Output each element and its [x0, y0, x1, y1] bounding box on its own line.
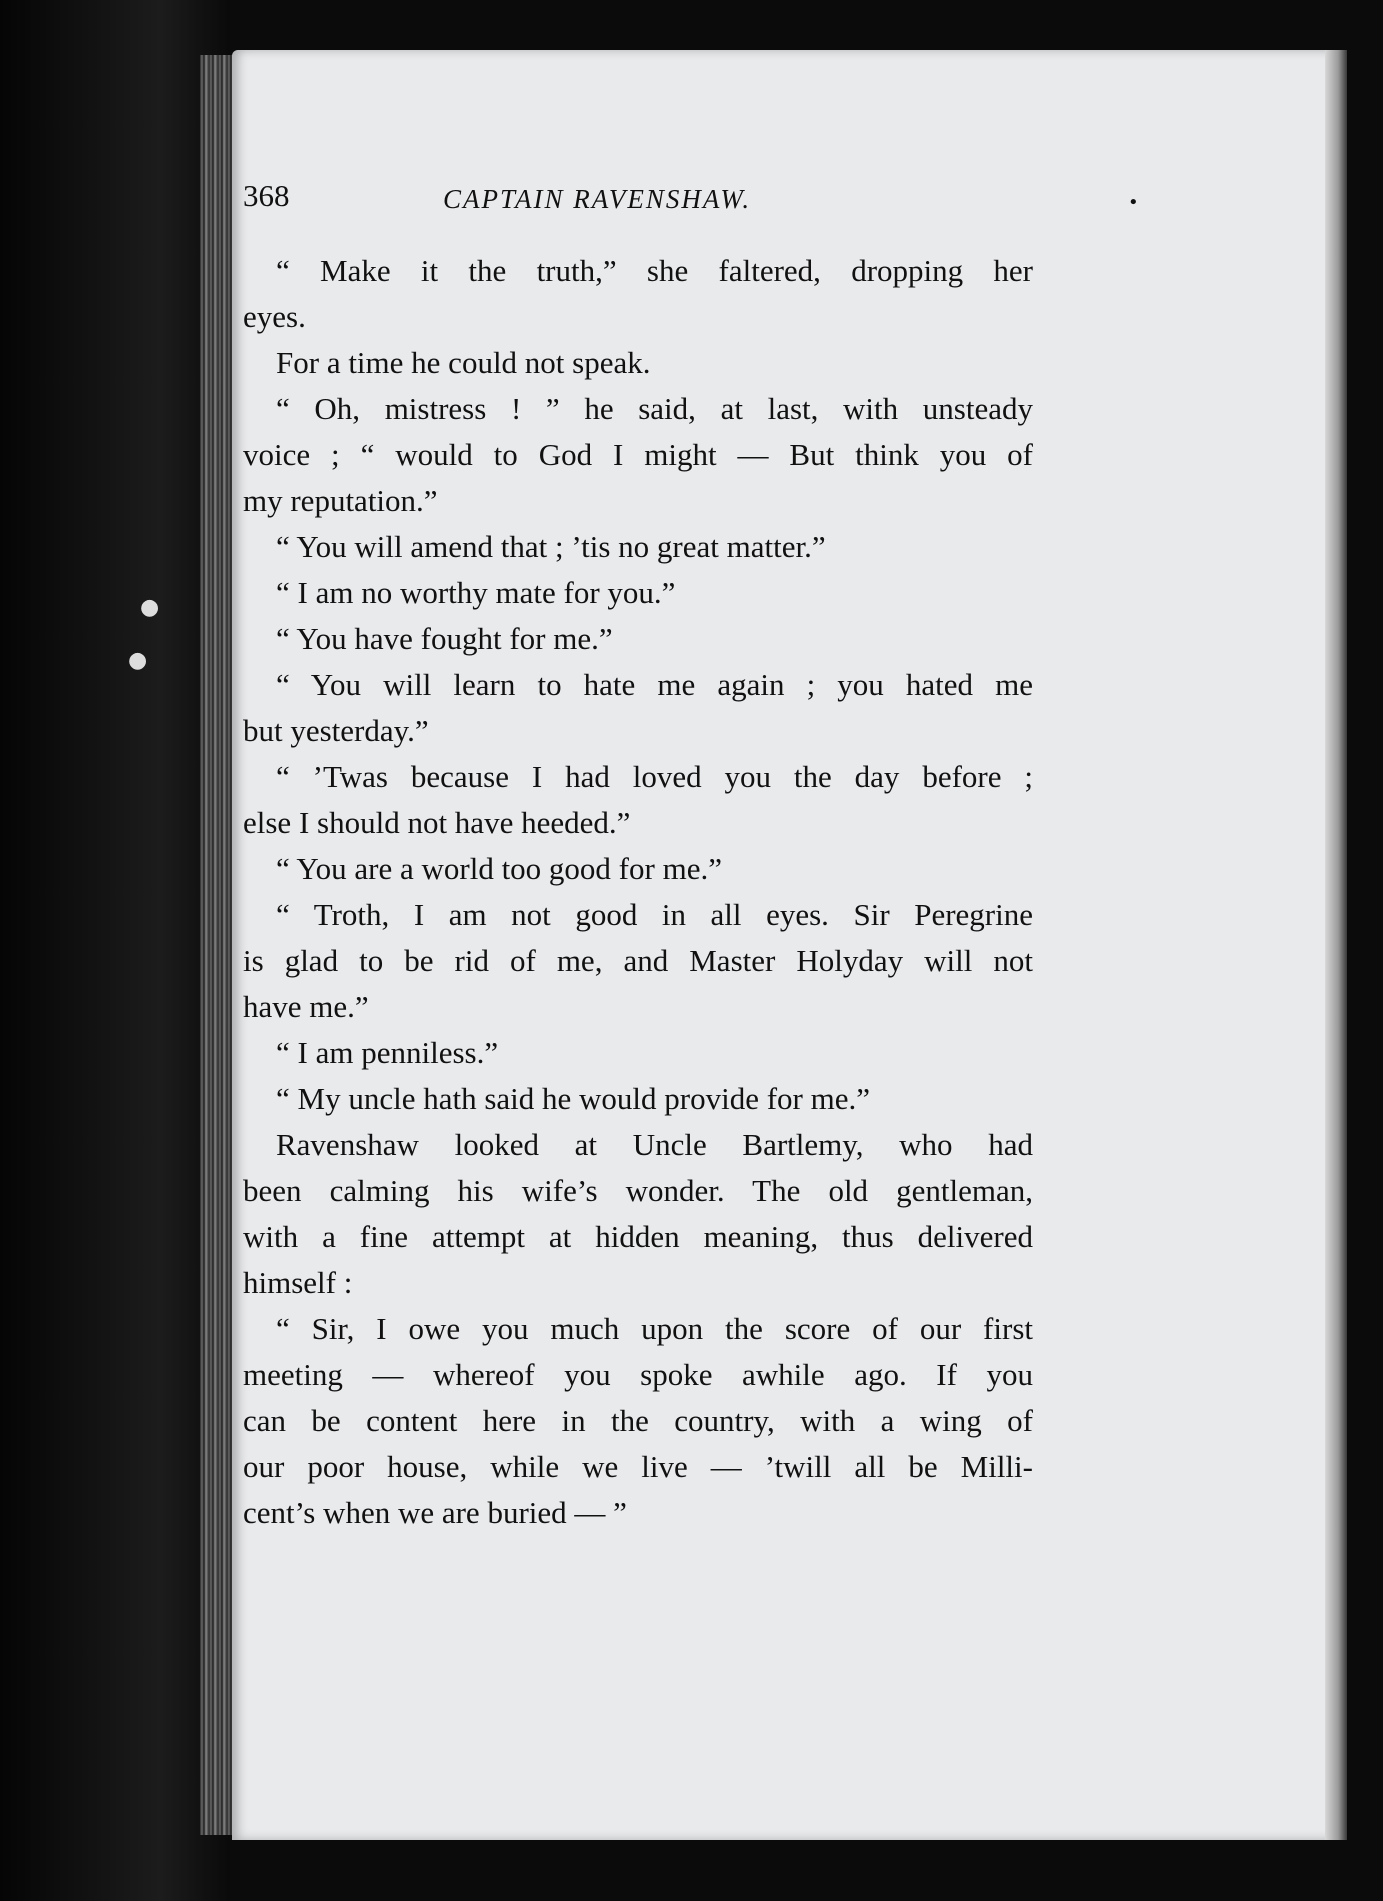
text-line: but yesterday.”: [243, 713, 429, 748]
running-title: CAPTAIN RAVENSHAW.: [443, 184, 752, 214]
scan-background-left: [0, 0, 230, 1901]
text-line: cent’s when we are buried — ”: [243, 1495, 627, 1530]
text-line: Ravenshaw looked at Uncle Bartlemy, who had: [276, 1127, 1033, 1162]
text-line: been calming his wife’s wonder. The old gentleman,: [243, 1173, 1033, 1208]
body-text: [243, 248, 1033, 1536]
text-line: else I should not have heeded.”: [243, 805, 631, 840]
text-line: “ I am penniless.”: [276, 1035, 499, 1070]
text-line: my reputation.”: [243, 483, 438, 518]
text-line: is glad to be rid of me, and Master Holyday will not: [243, 943, 1033, 978]
page-edge: [1325, 50, 1347, 1840]
running-head: [243, 178, 1139, 218]
text-line: “ You will learn to hate me again ; you hated me: [276, 667, 1033, 702]
text-line: “ Oh, mistress ! ” he said, at last, with unsteady: [276, 391, 1033, 426]
text-line: himself :: [243, 1265, 353, 1300]
text-line: meeting — whereof you spoke awhile ago. If you: [243, 1357, 1033, 1392]
text-line: “ Sir, I owe you much upon the score of our first: [276, 1311, 1033, 1346]
text-line: “ Make it the truth,” she faltered, dropping her: [276, 253, 1033, 288]
text-line: “ ’Twas because I had loved you the day before ;: [276, 759, 1033, 794]
text-line: “ You will amend that ; ’tis no great matter.”: [276, 529, 826, 564]
text-line: have me.”: [243, 989, 369, 1024]
text-line: “ My uncle hath said he would provide for me.”: [276, 1081, 870, 1116]
scan-speck: ●: [128, 648, 148, 673]
text-line: with a fine attempt at hidden meaning, thus delivered: [243, 1219, 1033, 1254]
text-line: “ You are a world too good for me.”: [276, 851, 722, 886]
text-line: our poor house, while we live — ’twill all be Milli-: [243, 1449, 1033, 1484]
text-line: voice ; “ would to God I might — But think you of: [243, 437, 1033, 472]
text-line: “ I am no worthy mate for you.”: [276, 575, 676, 610]
text-line: For a time he could not speak.: [276, 345, 651, 380]
text-line: “ You have fought for me.”: [276, 621, 613, 656]
text-line: eyes.: [243, 299, 306, 334]
page-number: 368: [243, 178, 290, 213]
scan-speck: ●: [140, 595, 160, 620]
running-head-dot: •: [1128, 192, 1139, 213]
text-line: can be content here in the country, with a wing of: [243, 1403, 1033, 1438]
text-line: “ Troth, I am not good in all eyes. Sir Peregrine: [276, 897, 1033, 932]
